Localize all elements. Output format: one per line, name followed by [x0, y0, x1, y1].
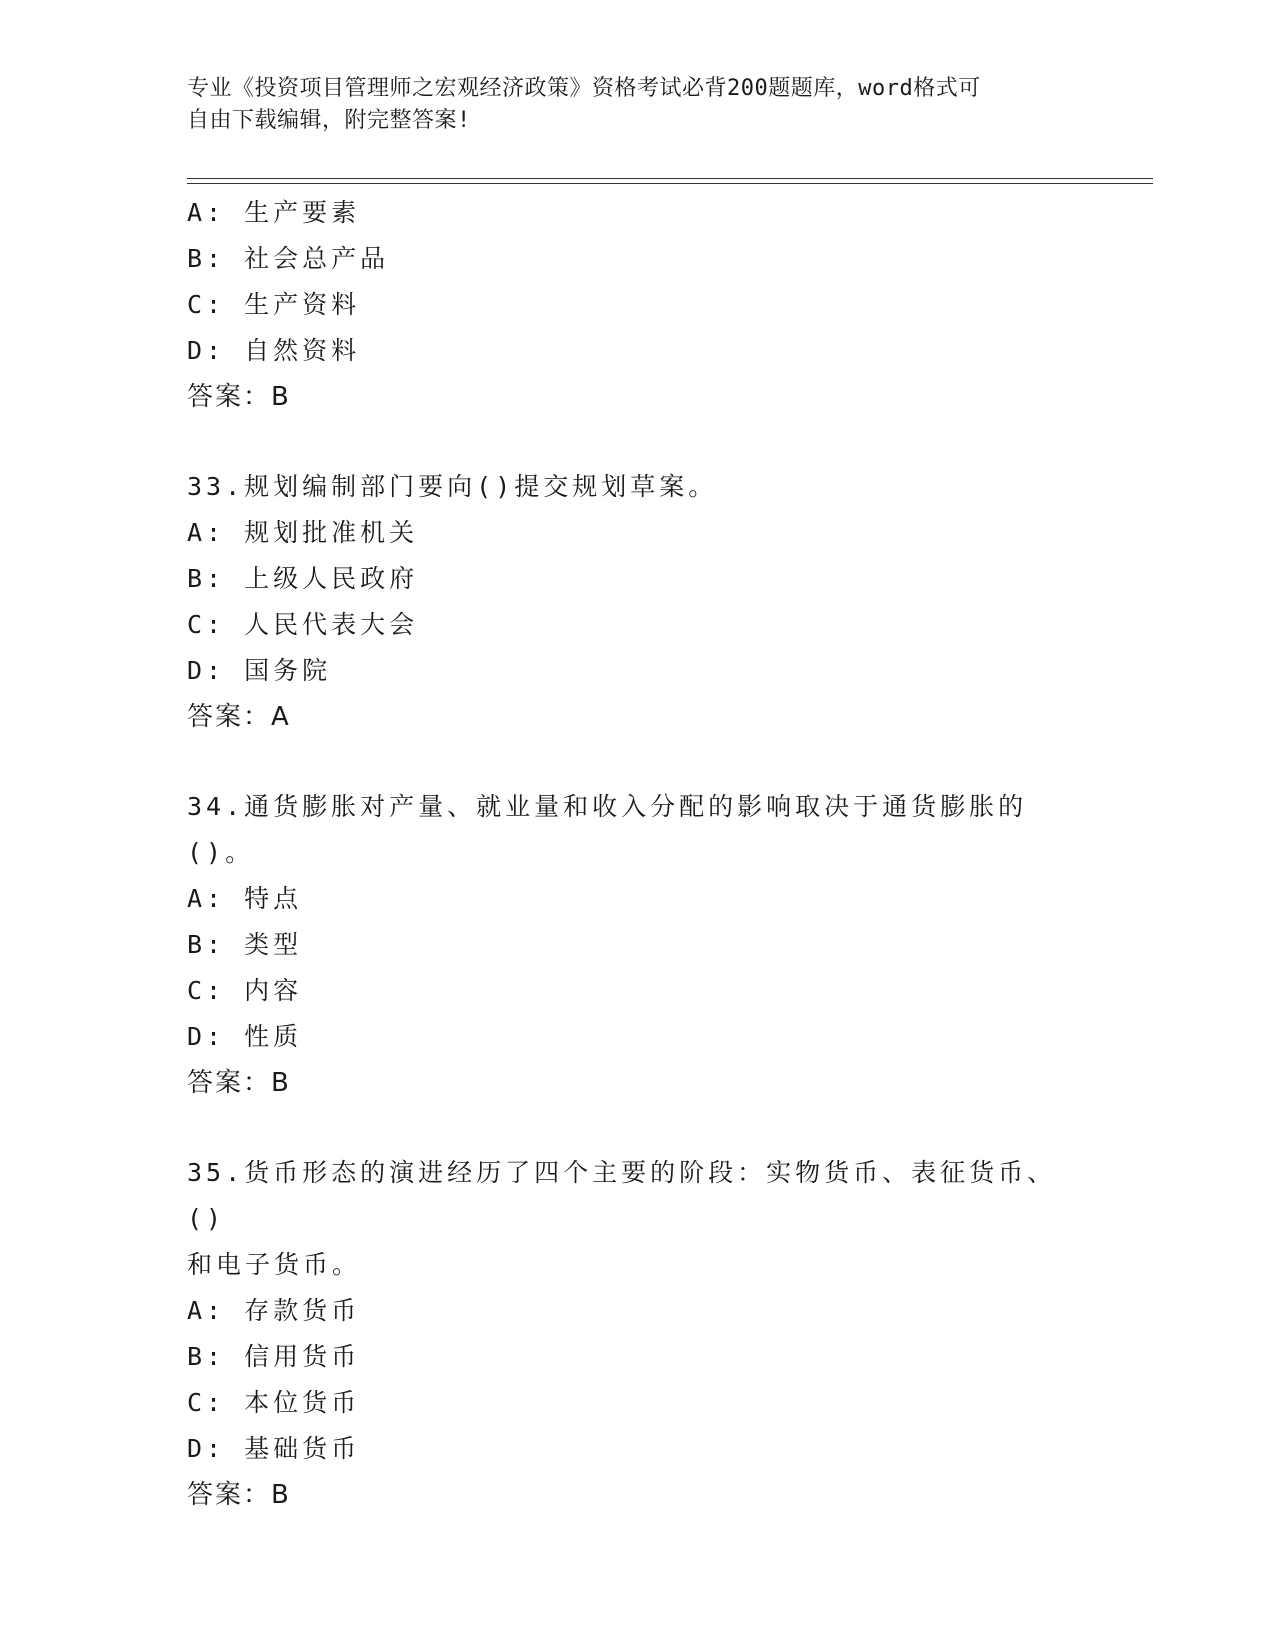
question-stem: 33.规划编制部门要向()提交规划草案。: [187, 472, 718, 501]
option-a: A: 特点: [187, 884, 303, 913]
option-a: A: 规划批准机关: [187, 518, 419, 547]
spacer: [187, 420, 1087, 464]
option-b: B: 上级人民政府: [187, 564, 419, 593]
question-35: [187, 1150, 1087, 1518]
option-d: D: 国务院: [187, 656, 332, 685]
option-d: D: 基础货币: [187, 1434, 361, 1463]
spacer: [187, 740, 1087, 784]
option-c: C: 本位货币: [187, 1388, 361, 1417]
header-line-2: 自由下载编辑，附完整答案!: [187, 108, 471, 133]
spacer: [187, 1106, 1087, 1150]
option-a: A: 存款货币: [187, 1296, 361, 1325]
question-34: [187, 784, 1087, 1106]
option-d: D: 自然资料: [187, 336, 361, 365]
answer: 答案：A: [187, 702, 291, 732]
option-c: C: 人民代表大会: [187, 610, 419, 639]
answer: 答案：B: [187, 1068, 291, 1098]
question-stem-line-1: 35.货币形态的演进经历了四个主要的阶段：实物货币、表征货币、(): [187, 1158, 1057, 1233]
answer: 答案：B: [187, 382, 291, 412]
option-b: B: 信用货币: [187, 1342, 361, 1371]
document-header: [187, 73, 1067, 137]
question-stem-line-2: 和电子货币。: [187, 1250, 362, 1279]
question-33: [187, 464, 1087, 740]
option-c: C: 生产资料: [187, 290, 361, 319]
option-b: B: 社会总产品: [187, 244, 390, 273]
question-list: [187, 190, 1087, 1518]
question-32-continued: [187, 190, 1087, 420]
question-stem: 34.通货膨胀对产量、就业量和收入分配的影响取决于通货膨胀的()。: [187, 792, 1028, 867]
option-c: C: 内容: [187, 976, 303, 1005]
header-divider: [187, 178, 1153, 184]
option-b: B: 类型: [187, 930, 303, 959]
header-line-1: 专业《投资项目管理师之宏观经济政策》资格考试必背200题题库，word格式可: [187, 76, 981, 101]
answer: 答案：B: [187, 1480, 291, 1510]
option-d: D: 性质: [187, 1022, 303, 1051]
option-a: A: 生产要素: [187, 198, 361, 227]
